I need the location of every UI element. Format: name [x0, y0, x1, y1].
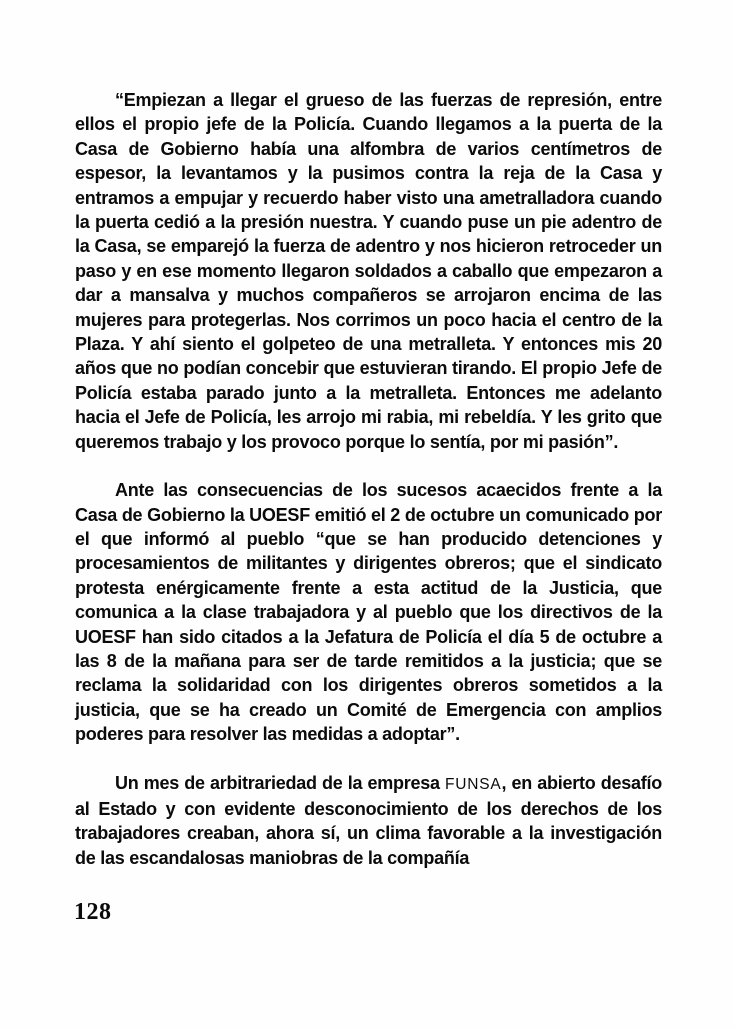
company-name-funsa: FUNSA [444, 775, 502, 793]
paragraph-funsa [75, 771, 662, 871]
paragraph-funsa-text-before: Un mes de arbitrariedad de la empresa [115, 772, 445, 793]
paragraph-testimony-quote: “Empiezan a llegar el grueso de las fuerzas de represión, entre ellos el propio jefe de la Policía. Cuando llegamos a la puerta de la Casa de Gobierno había una alfombra de varios centímetros de espesor, la levantamos y la pusimos contra la reja de la Casa y entramos a empujar y recuerdo haber visto una ametralladora cuando la puerta cedió a la presión nuestra. Y cuando puse un pie adentro de la Casa, se emparejó la fuerza de adentro y nos hicieron retroceder un paso y en ese momento llegaron soldados a caballo que empezaron a dar a mansalva y muchos compañeros se arrojaron encima de las mujeres para protegerlas. Nos corrimos un poco hacia el centro de la Plaza. Y ahí siento el golpeteo de una metralleta. Y entonces mis 20 años que no podían concebir que estuvieran tirando. El propio Jefe de Policía estaba parado junto a la metralleta. Entonces me adelanto hacia el Jefe de Policía, les arrojo mi rabia, mi rebeldía. Y les grito que queremos trabajo y los provoco porque lo sentía, por mi pasión”. [75, 90, 662, 452]
paragraph-funsa-text-after: , en abierto desafío al Estado y con evidente desconocimiento de los derechos de los trabajadores creaban, ahora sí, un clima favorable a la investigación de las escandalosas maniobras de la compañía [75, 772, 662, 868]
body-text [75, 88, 662, 870]
page-number: 128 [74, 899, 112, 925]
paragraph-uoesf-comunicado: Ante las consecuencias de los sucesos acaecidos frente a la Casa de Gobierno la UOESF emitió el 2 de octubre un comunicado por el que informó al pueblo “que se han producido detenciones y procesamientos de militantes y dirigentes obreros; que el sindicato protesta enérgicamente frente a esta actitud de la Justicia, que comunica a la clase trabajadora y al pueblo que los directivos de la UOESF han sido citados a la Jefatura de Policía el día 5 de octubre a las 8 de la mañana para ser de tarde remitidos a la justicia; que se reclama la solidaridad con los dirigentes obreros sometidos a la justicia, que se ha creado un Comité de Emergencia con amplios poderes para resolver las medidas a adoptar”. [75, 480, 662, 745]
